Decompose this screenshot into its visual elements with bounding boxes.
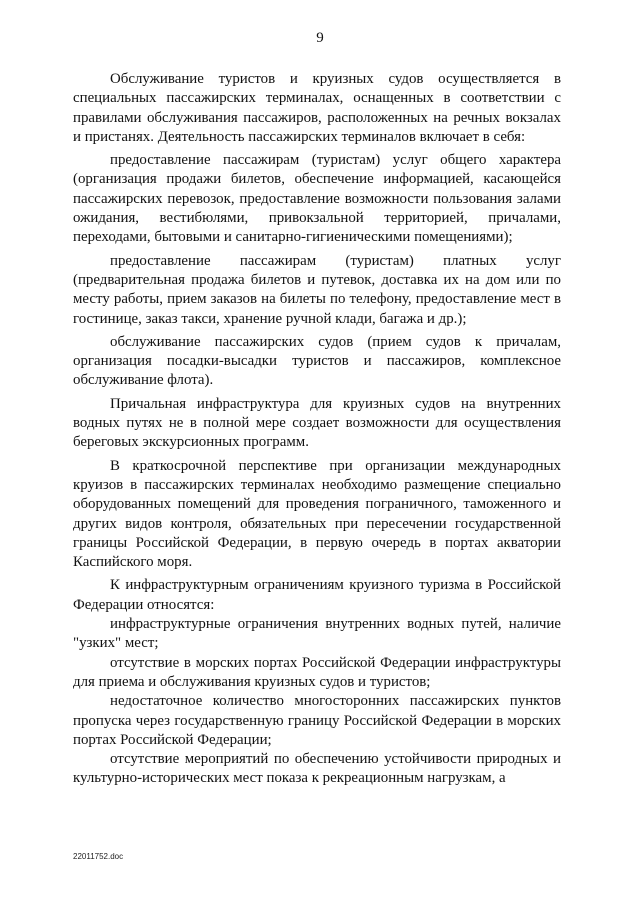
paragraph-limitations-intro: К инфраструктурным ограничениям круизного туризма в Российской Федерации относятся: (73, 577, 561, 613)
paragraph-paid-services: предоставление пассажирам (туристам) платных услуг (предварительная продажа билетов и путевок, доставка их на дом или по месту работы, прием заказов на билеты по телефону, предоставление мест в гостинице, заказ такси, хранение ручной клади, багажа и др.); (73, 252, 561, 327)
footer-filename: 22011752.doc (73, 852, 124, 861)
paragraph-berthing-infrastructure: Причальная инфраструктура для круизных судов на внутренних водных путях не в полной мере создает возможности для осуществления береговых экскурсионных программ. (73, 395, 561, 451)
list-item-waterway-limits: инфраструктурные ограничения внутренних водных путей, наличие "узких" мест; (73, 616, 561, 652)
page-number: 9 (316, 30, 324, 46)
list-item-sustainability: отсутствие мероприятий по обеспечению устойчивости природных и культурно-исторических мест показа к рекреационным нагрузкам, а (73, 751, 561, 787)
paragraph-international-cruises: В краткосрочной перспективе при организации международных круизов в пассажирских терминалах необходимо размещение специально оборудованных помещений для проведения пограничного, таможенного и других видов контроля, обязательных при пересечении государственной границы Российской Федерации, в первую очередь в портах акватории Каспийского моря. (73, 457, 561, 571)
document-body (73, 70, 561, 789)
paragraph-terminal-services: Обслуживание туристов и круизных судов осуществляется в специальных пассажирских терминалах, оснащенных в соответствии с правилами обслуживания пассажиров, расположенных на речных вокзалах и пристанях. Деятельность пассажирских терминалов включает в себя: (73, 71, 561, 145)
list-item-checkpoints: недостаточное количество многосторонних пассажирских пунктов пропуска через государственную границу Российской Федерации в морских портах Российской Федерации; (73, 693, 561, 748)
paragraph-vessel-servicing: обслуживание пассажирских судов (прием судов к причалам, организация посадки-высадки туристов и пассажиров, комплексное обслуживание флота). (73, 333, 561, 389)
list-item-seaport-infrastructure: отсутствие в морских портах Российской Федерации инфраструктуры для приема и обслуживания круизных судов и туристов; (73, 654, 561, 690)
paragraph-general-services: предоставление пассажирам (туристам) услуг общего характера (организация продажи билетов, обеспечение информацией, касающейся пассажирских перевозок, предоставление возможности пользования залами ожидания, вестибюлями, привокзальной территорией, причалами, переходами, бытовыми и санитарно-гигиеническими помещениями); (73, 152, 561, 246)
